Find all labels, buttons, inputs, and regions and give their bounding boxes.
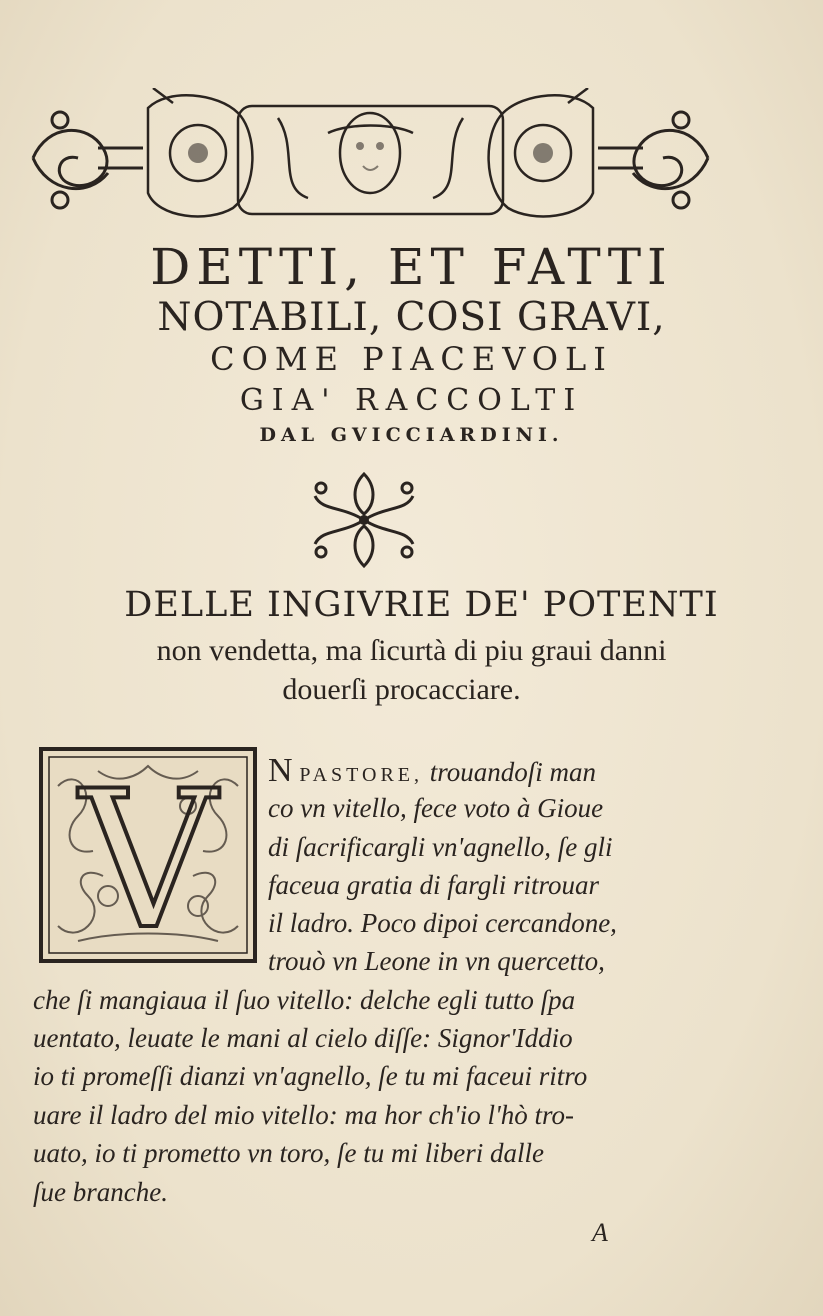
- body-line-1-rest: trouandoſi man: [423, 757, 597, 787]
- body-line: io ti promeſſi dianzi vn'agnello, ſe tu mi faceui ritro: [33, 1061, 588, 1091]
- body-line: di ſacrificargli vn'agnello, ſe gli: [268, 832, 613, 862]
- first-word-rest: PASTORE,: [299, 764, 424, 786]
- body-line: che ſi mangiaua il ſuo vitello: delche egli tutto ſpa: [33, 985, 576, 1015]
- title-line-2: NOTABILI, COSI GRAVI,: [157, 295, 666, 340]
- body-line-1: [268, 752, 596, 790]
- signature-mark: A: [592, 1218, 608, 1247]
- body-line: uato, io ti prometto vn toro, ſe tu mi liberi dalle: [33, 1138, 544, 1168]
- ornamental-headpiece: [28, 88, 713, 226]
- decorated-initial-letter: [38, 746, 258, 964]
- fleuron-ornament: [307, 466, 421, 574]
- section-subtitle-line-1: non vendetta, ma ſicurtà di piu graui danni: [156, 634, 667, 667]
- first-word-initial: N: [268, 752, 293, 789]
- title-line-3: COME PIACEVOLI: [210, 340, 613, 378]
- body-line: uentato, leuate le mani al cielo diſſe: Signor'Iddio: [33, 1023, 573, 1053]
- section-heading: DELLE INGIVRIE DE' POTENTI: [124, 585, 719, 625]
- body-line: faceua gratia di fargli ritrouar: [268, 870, 600, 900]
- initial-letter-glyph: V: [79, 750, 217, 964]
- body-line: ſue branche.: [33, 1177, 168, 1207]
- title-line-1: DETTI, ET FATTI: [150, 238, 673, 296]
- body-line: uare il ladro del mio vitello: ma hor ch'io l'hò tro-: [33, 1100, 574, 1130]
- body-line: trouò vn Leone in vn quercetto,: [268, 946, 605, 976]
- title-line-4: GIA' RACCOLTI: [239, 383, 584, 418]
- title-line-5: DAL GVICCIARDINI.: [259, 424, 564, 446]
- body-line: il ladro. Poco dipoi cercandone,: [268, 908, 617, 938]
- body-line: co vn vitello, fece voto à Gioue: [268, 793, 604, 823]
- section-subtitle-line-2: douerſi procacciare.: [282, 673, 521, 706]
